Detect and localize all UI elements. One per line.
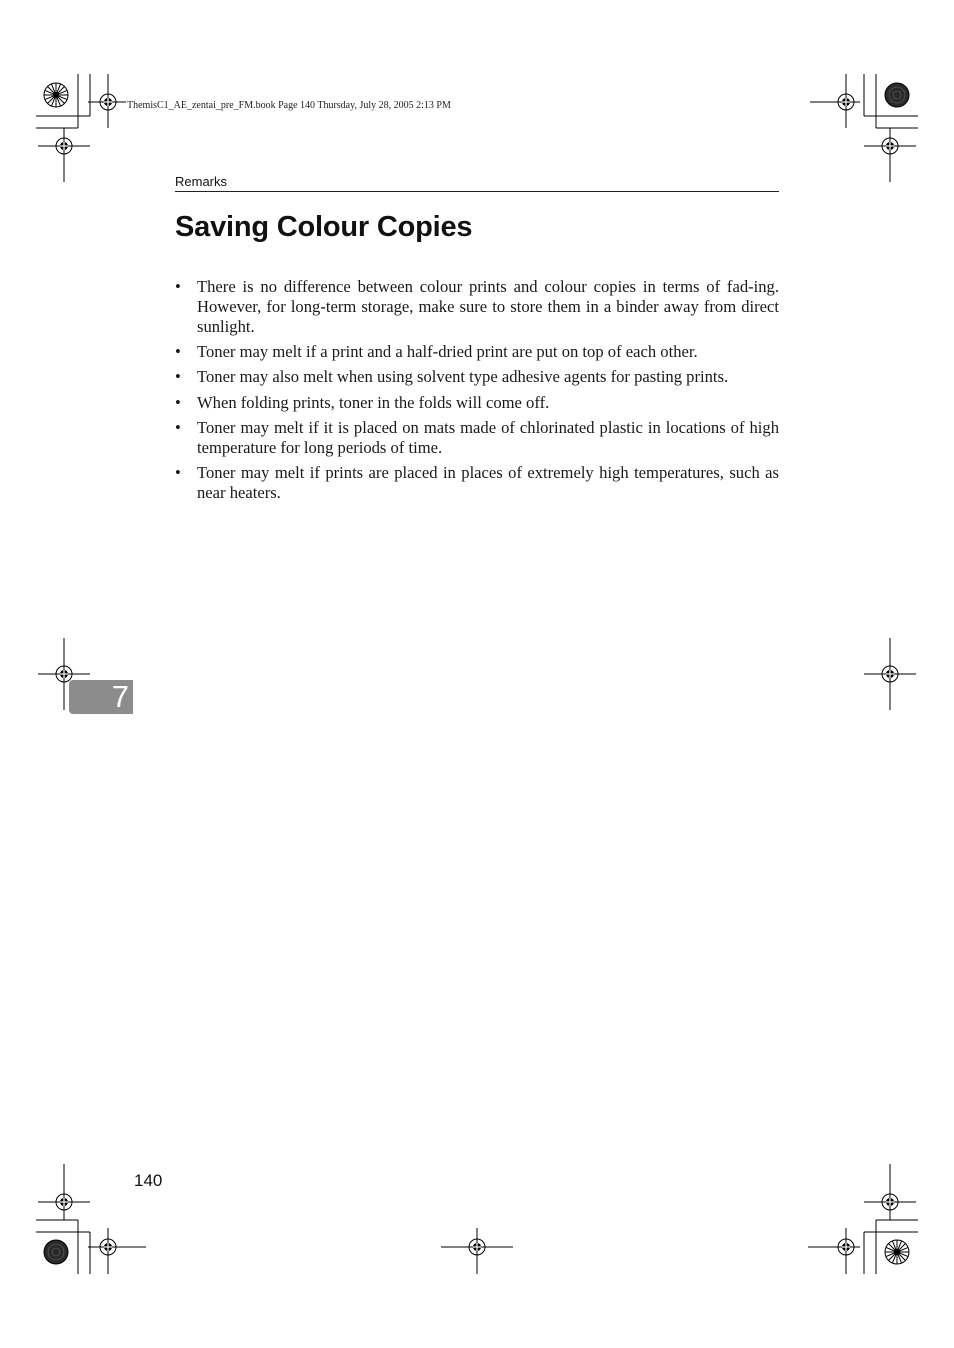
bullet-list (175, 277, 779, 509)
dark-target-icon (885, 83, 909, 107)
list-item-text: Toner may melt if it is placed on mats made of chlorinated plastic in locations of high temperature for long periods of time. (197, 418, 779, 457)
list-item-text: When folding prints, toner in the folds will come off. (197, 392, 550, 412)
chapter-number: 7 (111, 679, 129, 714)
header-rule (175, 191, 779, 192)
bullet-icon: • (175, 418, 181, 438)
list-item-text: Toner may also melt when using solvent type adhesive agents for pasting prints. (197, 367, 729, 387)
chapter-tab (69, 680, 133, 714)
list-item-text: There is no difference between colour prints and colour copies in terms of fad-ing. However, for long-term storage, make sure to store them in a binder away from direct sunlight. (197, 277, 779, 336)
page-title: Saving Colour Copies (175, 211, 473, 243)
list-item (175, 342, 779, 362)
list-item (175, 393, 779, 413)
color-wheel-icon (44, 83, 68, 107)
bullet-icon: • (175, 277, 181, 296)
page-number: 140 (134, 1171, 163, 1190)
print-slug: ThemisC1_AE_zentai_pre_FM.book Page 140 Thursday, July 28, 2005 2:13 PM (127, 100, 451, 111)
bullet-icon: • (175, 367, 181, 387)
list-item (175, 463, 779, 503)
color-wheel-icon (885, 1240, 909, 1264)
list-item-text: Toner may melt if prints are placed in places of extremely high temperatures, such as near heaters. (197, 463, 779, 503)
list-item (175, 418, 779, 458)
list-item (175, 277, 779, 336)
bullet-icon: • (175, 463, 181, 483)
dark-target-icon (44, 1240, 68, 1264)
list-item-text: Toner may melt if a print and a half-dried print are put on top of each other. (197, 341, 698, 361)
running-head: Remarks (175, 174, 228, 189)
list-item (175, 367, 779, 387)
bullet-icon: • (175, 392, 181, 412)
bullet-icon: • (175, 341, 181, 361)
